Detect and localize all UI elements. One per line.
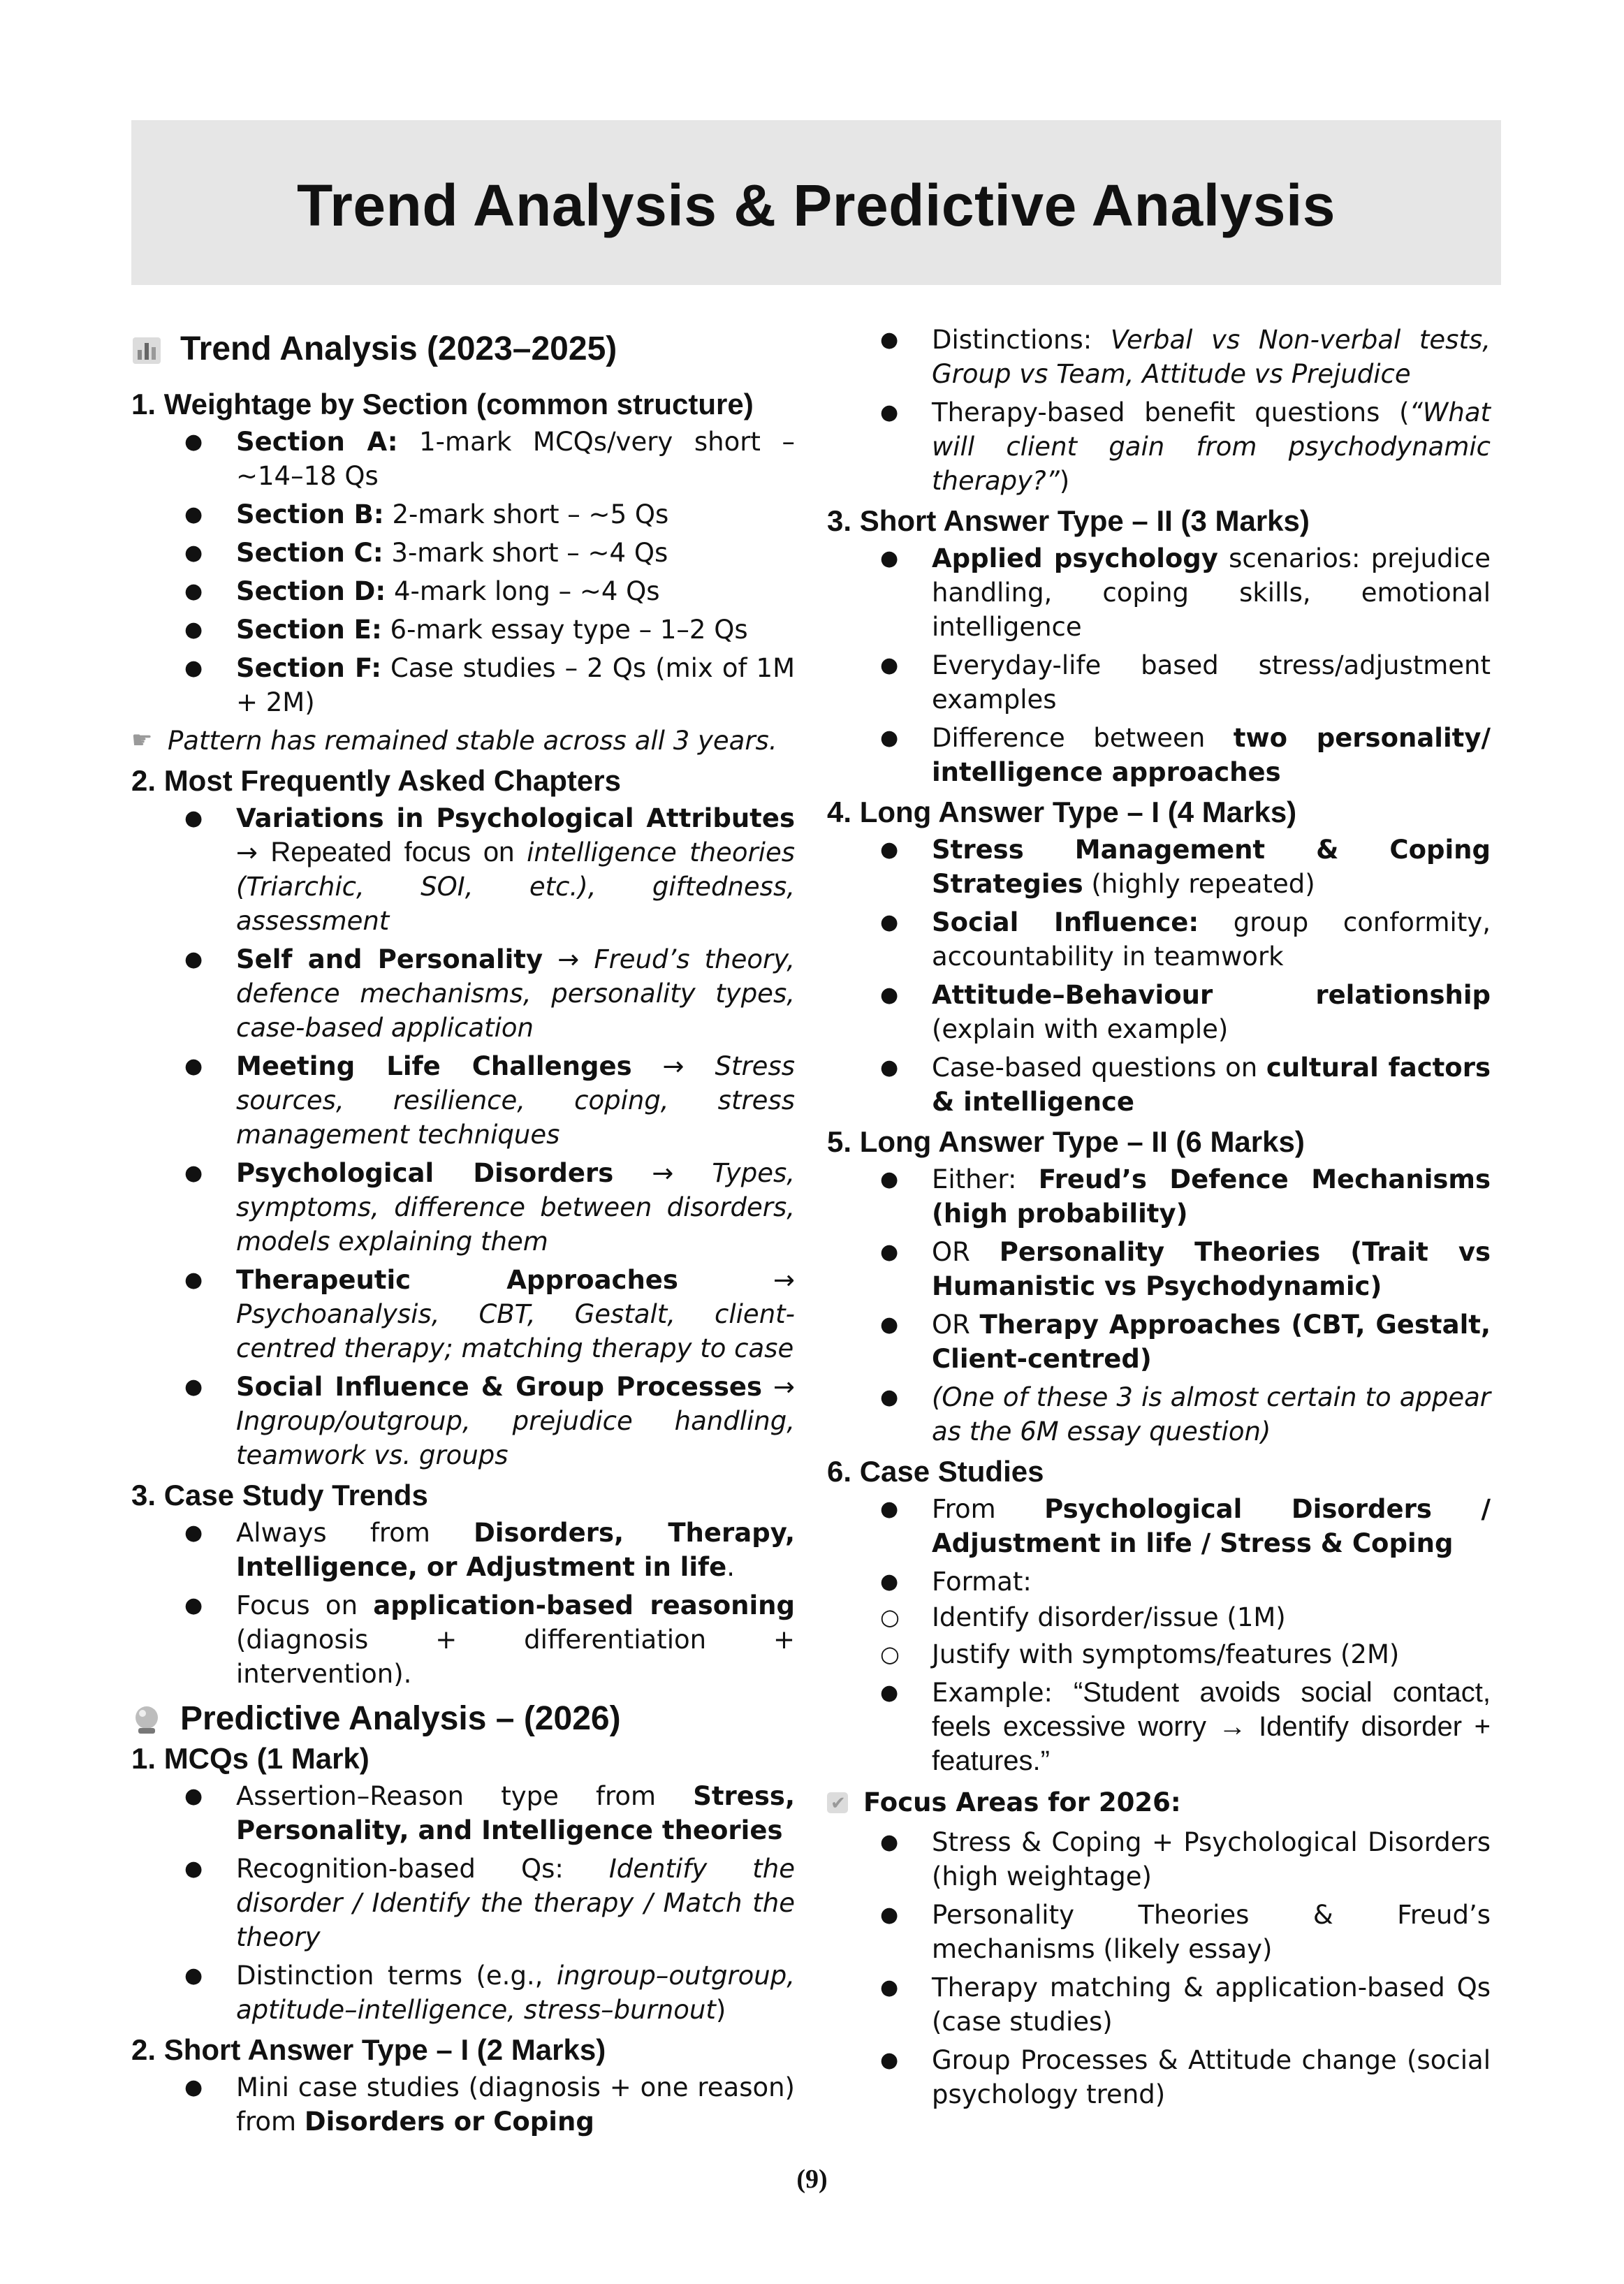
weightage-heading: 1. Weightage by Section (common structure) [131, 388, 754, 420]
list-item: ● Focus on application-based reasoning (diagnosis + differentiation + intervention). [131, 1588, 795, 1691]
focus-areas-list [827, 1825, 1491, 2111]
bar-chart-icon [131, 334, 162, 365]
short-answer-1-heading: 2. Short Answer Type – I (2 Marks) [131, 2033, 606, 2066]
short-answer-2-list [827, 541, 1491, 789]
list-item: ● Section C: 3-mark short – ~4 Qs [131, 536, 795, 570]
sub-list-item: ○ Identify disorder/issue (1M) [827, 1600, 1491, 1634]
list-item: ● From Psychological Disorders / Adjustment in life / Stress & Coping [827, 1492, 1491, 1560]
predictive-heading-text: Predictive Analysis – (2026) [180, 1700, 621, 1737]
page-title: Trend Analysis & Predictive Analysis [296, 173, 1336, 238]
focus-areas-heading: ✔ Focus Areas for 2026: [827, 1785, 1491, 1820]
right-column [827, 321, 1491, 2116]
weightage-list [131, 425, 795, 719]
list-item: ● Section A: 1-mark MCQs/very short – ~14–18 Qs [131, 425, 795, 493]
title-banner [131, 120, 1501, 285]
short-answer-1-list-cont [827, 323, 1491, 498]
list-item: ● Stress Management & Coping Strategies (highly repeated) [827, 833, 1491, 901]
frequent-chapters-heading: 2. Most Frequently Asked Chapters [131, 764, 621, 797]
list-item: ● Section D: 4-mark long – ~4 Qs [131, 574, 795, 608]
mcq-heading: 1. MCQs (1 Mark) [131, 1742, 370, 1775]
left-column [131, 328, 795, 2143]
crystal-ball-icon [131, 1704, 162, 1734]
case-studies-heading: 6. Case Studies [827, 1455, 1044, 1488]
chapters-list [131, 801, 795, 1472]
list-item: ● Therapeutic Approaches → Psychoanalysis, CBT, Gestalt, client-centred therapy; matching therapy to case [131, 1263, 795, 1366]
mcq-list [131, 1779, 795, 2027]
list-item: ● OR Therapy Approaches (CBT, Gestalt, Client-centred) [827, 1308, 1491, 1376]
list-item: ● Section B: 2-mark short – ~5 Qs [131, 497, 795, 532]
list-item: ● Stress & Coping + Psychological Disorders (high weightage) [827, 1825, 1491, 1894]
list-item: ● Everyday-life based stress/adjustment examples [827, 648, 1491, 717]
list-item: ● Example: “Student avoids social contact, feels excessive worry → Identify disorder + features.” [827, 1676, 1491, 1778]
sub-list-item: ○ Justify with symptoms/features (2M) [827, 1637, 1491, 1671]
list-item: ● Applied psychology scenarios: prejudice handling, coping skills, emotional intelligence [827, 541, 1491, 644]
list-item: ● (One of these 3 is almost certain to appear as the 6M essay question) [827, 1380, 1491, 1449]
list-item: ● Distinctions: Verbal vs Non-verbal tests, Group vs Team, Attitude vs Prejudice [827, 323, 1491, 391]
list-item: ● Group Processes & Attitude change (social psychology trend) [827, 2043, 1491, 2111]
list-item: ● Always from Disorders, Therapy, Intelligence, or Adjustment in life. [131, 1516, 795, 1584]
list-item: ● Format: ○ Identify disorder/issue (1M) ○ Justify with symptoms/features (2M) [827, 1565, 1491, 1671]
list-item: ● Mini case studies (diagnosis + one reason) from Disorders or Coping [131, 2070, 795, 2139]
format-sublist [827, 1600, 1491, 1671]
long-answer-2-heading: 5. Long Answer Type – II (6 Marks) [827, 1125, 1305, 1158]
long-answer-1-heading: 4. Long Answer Type – I (4 Marks) [827, 796, 1297, 828]
long-answer-2-list [827, 1162, 1491, 1449]
list-item: ● Assertion–Reason type from Stress, Personality, and Intelligence theories [131, 1779, 795, 1847]
list-item: ● Section F: Case studies – 2 Qs (mix of 1M + 2M) [131, 651, 795, 719]
pattern-note: ☛ Pattern has remained stable across all 3 years. [131, 724, 795, 758]
list-item: ● Either: Freud’s Defence Mechanisms (high probability) [827, 1162, 1491, 1231]
short-answer-1-list [131, 2070, 795, 2139]
list-item: ● Meeting Life Challenges → Stress sources, resilience, coping, stress management techniques [131, 1049, 795, 1152]
list-item: ● Psychological Disorders → Types, symptoms, difference between disorders, models explaining them [131, 1156, 795, 1259]
list-item: ● Therapy matching & application-based Qs (case studies) [827, 1970, 1491, 2039]
list-item: ● Therapy-based benefit questions (“What will client gain from psychodynamic therapy?”) [827, 395, 1491, 498]
list-item: ● Distinction terms (e.g., ingroup–outgroup, aptitude–intelligence, stress–burnout) [131, 1959, 795, 2027]
case-study-trends-heading: 3. Case Study Trends [131, 1479, 428, 1511]
predictive-heading [131, 1698, 795, 1740]
list-item: ● Personality Theories & Freud’s mechanisms (likely essay) [827, 1898, 1491, 1966]
list-item: ● Section E: 6-mark essay type – 1–2 Qs [131, 613, 795, 647]
check-box-icon [827, 1792, 848, 1813]
list-item: ● Attitude–Behaviour relationship (explain with example) [827, 978, 1491, 1046]
list-item: ● Case-based questions on cultural factors & intelligence [827, 1051, 1491, 1119]
short-answer-2-heading: 3. Short Answer Type – II (3 Marks) [827, 504, 1310, 537]
list-item: ● Recognition-based Qs: Identify the disorder / Identify the therapy / Match the theory [131, 1852, 795, 1954]
list-item: ● OR Personality Theories (Trait vs Humanistic vs Psychodynamic) [827, 1235, 1491, 1303]
case-studies-list [827, 1492, 1491, 1778]
trend-heading [131, 328, 795, 370]
trend-heading-text: Trend Analysis (2023–2025) [180, 330, 617, 367]
list-item: ● Social Influence & Group Processes → Ingroup/outgroup, prejudice handling, teamwork vs. groups [131, 1370, 795, 1472]
pointing-hand-icon: ☛ [131, 726, 153, 754]
long-answer-1-list [827, 833, 1491, 1119]
list-item: ● Variations in Psychological Attributes → Repeated focus on intelligence theories (Triarchic, SOI, etc.), giftedness, assessment [131, 801, 795, 938]
list-item: ● Self and Personality → Freud’s theory, defence mechanisms, personality types, case-based application [131, 942, 795, 1045]
case-trends-list [131, 1516, 795, 1691]
page-number: (9) [796, 2165, 828, 2194]
list-item: ● Difference between two personality/ intelligence approaches [827, 721, 1491, 789]
list-item: ● Social Influence: group conformity, accountability in teamwork [827, 905, 1491, 974]
